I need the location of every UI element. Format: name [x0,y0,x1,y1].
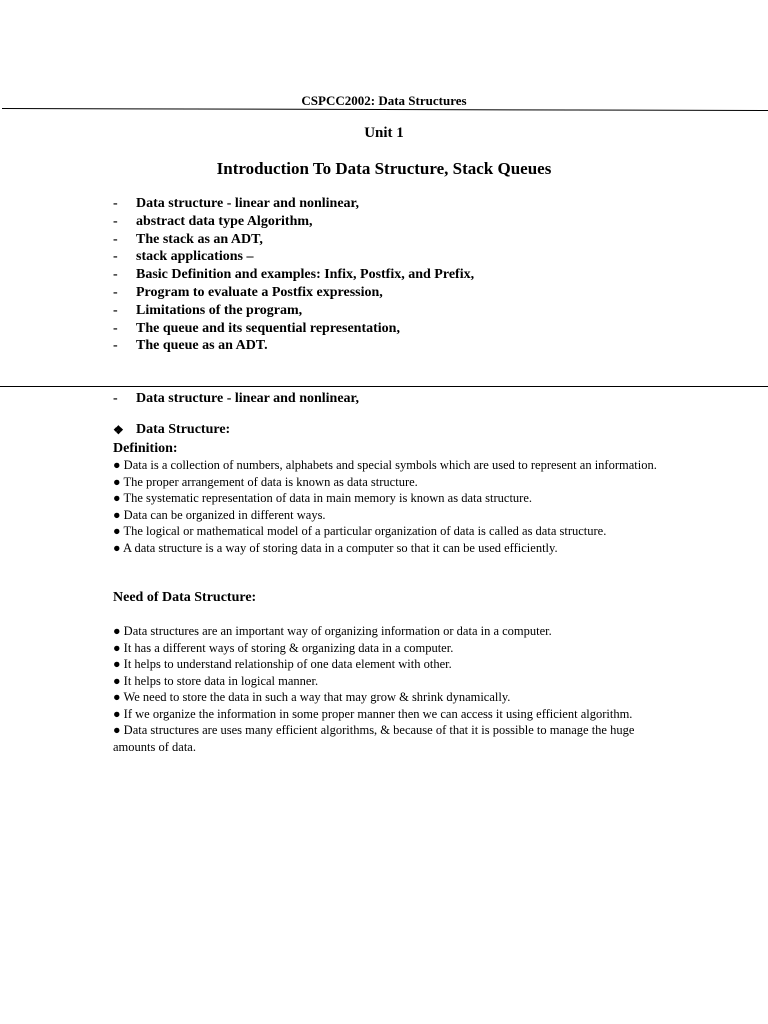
need-point: ● If we organize the information in some proper manner then we can access it using efficient algorithm. [113,706,633,721]
definition-point: ● The logical or mathematical model of a particular organization of data is called as data structure. [113,524,607,538]
need-list [113,623,673,755]
section-topic [113,390,359,408]
need-heading: Need of Data Structure: [113,590,257,605]
need-point: ● It helps to understand relationship of one data element with other. [113,657,452,671]
topic-text: Data structure - linear and nonlinear, [136,196,359,211]
section-heading-text: Data Structure: [136,422,231,437]
dash-marker: - [113,284,118,300]
topic-item [113,231,474,249]
topic-text: The queue as an ADT. [136,338,268,354]
dash-marker: - [113,213,118,229]
topic-text: The stack as an ADT, [136,231,263,247]
definition-point: ● The systematic representation of data in main memory is known as data structure. [113,491,533,505]
section-heading [113,421,230,439]
definition-label: Definition: [113,441,178,456]
definition-point: ● Data is a collection of numbers, alphabets and special symbols which are used to represent an information. [113,458,657,472]
topic-item [113,195,474,213]
dash-marker: - [113,320,118,336]
topic-text: stack applications – [136,249,254,265]
topic-text: The queue and its sequential representation, [136,320,400,336]
dash-marker: - [113,302,118,318]
section-divider [0,386,768,387]
topic-text: Limitations of the program, [136,302,303,318]
dash-marker: - [113,267,118,283]
dash-marker: - [113,391,118,406]
topic-item [113,320,474,338]
need-point: ● We need to store the data in such a way that may grow & shrink dynamically. [113,690,511,704]
need-point: ● Data structures are an important way of organizing information or data in a computer. [113,624,552,638]
topic-item [113,213,474,231]
dash-marker: - [113,249,118,265]
course-header: CSPCC2002: Data Structures [301,93,467,108]
need-point: ● It has a different ways of storing & organizing data in a computer. [113,640,454,655]
definition-point: ● A data structure is a way of storing data in a computer so that it can be used efficiently. [113,540,558,555]
need-point: ● It helps to store data in logical manner. [113,673,319,688]
section-topic-text: Data structure - linear and nonlinear, [136,391,359,406]
topic-item [113,337,474,355]
dash-marker: - [113,231,118,247]
topic-item [113,284,474,302]
definition-point: ● The proper arrangement of data is known as data structure. [113,474,418,489]
dash-marker: - [113,196,118,211]
topic-item [113,266,474,284]
need-point: ● Data structures are uses many efficient algorithms, & because of that it is possible to manage the huge amounts of data. [113,723,635,754]
dash-marker: - [113,338,118,354]
topic-text: abstract data type Algorithm, [136,213,313,229]
definition-point: ● Data can be organized in different ways. [113,507,326,522]
topic-item [113,302,474,320]
page-title: Introduction To Data Structure, Stack Queues [216,159,552,178]
unit-label: Unit 1 [364,125,404,141]
diamond-bullet-icon: ❖ [113,423,124,437]
topic-list [113,195,474,355]
topic-text: Basic Definition and examples: Infix, Postfix, and Prefix, [136,267,475,283]
definition-list [113,457,673,556]
topic-item [113,248,474,266]
topic-text: Program to evaluate a Postfix expression, [136,284,383,300]
